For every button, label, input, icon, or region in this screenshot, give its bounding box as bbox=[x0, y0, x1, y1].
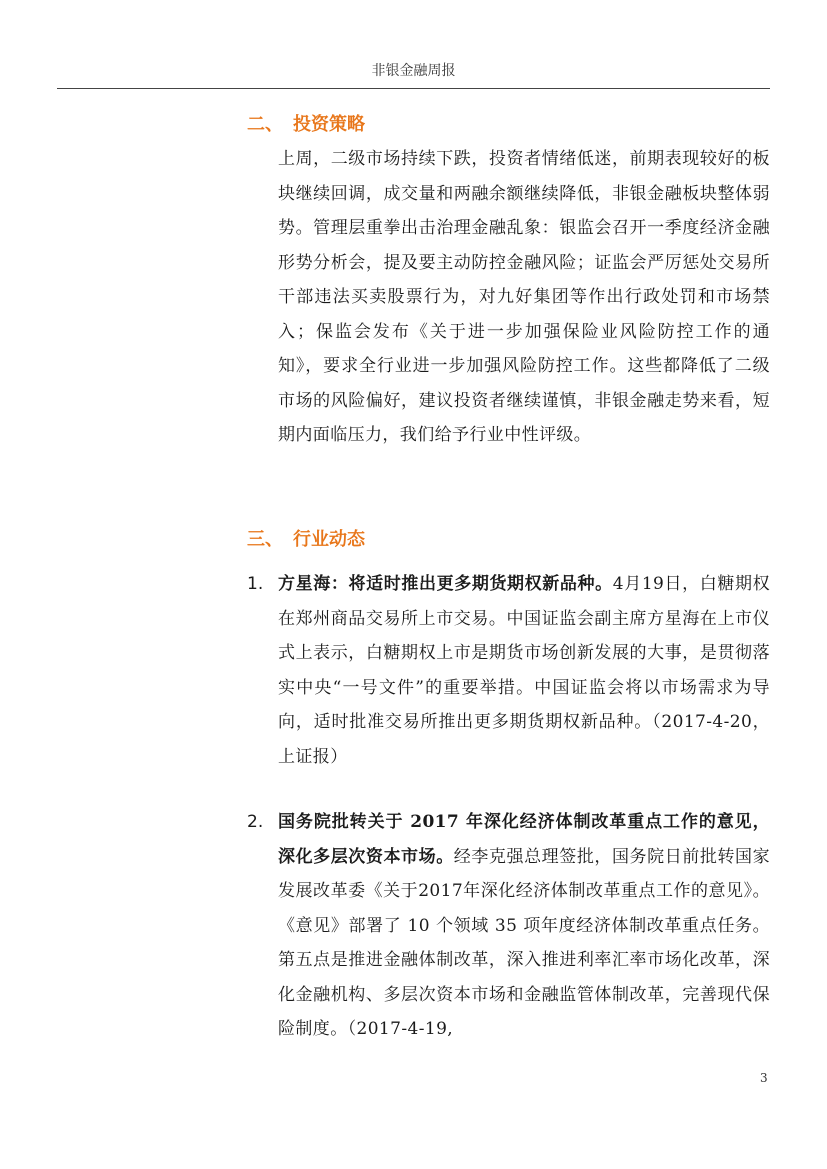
news-index: 1. bbox=[247, 574, 264, 594]
section-heading-strategy bbox=[247, 110, 365, 136]
report-title: 非银金融周报 bbox=[371, 63, 456, 79]
page-number: 3 bbox=[760, 1071, 768, 1085]
section-number: 三、 bbox=[247, 529, 283, 550]
news-body bbox=[278, 567, 770, 774]
header-divider bbox=[57, 88, 770, 89]
news-headline: 方星海：将适时推出更多期货期权新品种。 bbox=[278, 574, 613, 594]
news-index: 2. bbox=[247, 812, 264, 832]
news-text: 4月19日，白糖期权在郑州商品交易所上市交易。中国证监会副主席方星海在上市仪式上表示，白糖期权上市是期货市场创新发展的大事，是贯彻落实中央“一号文件”的重要举措。中国证监会将以市场需求为导向，适时批准交易所推出更多期货期权新品种。（2017-4-20，上证报） bbox=[278, 574, 770, 767]
section-title: 投资策略 bbox=[293, 114, 365, 135]
section-title: 行业动态 bbox=[293, 529, 365, 550]
news-text: 经李克强总理签批，国务院日前批转国家发展改革委《关于2017年深化经济体制改革重点工作的意见》。《意见》部署了 10 个领域 35 项年度经济体制改革重点任务。第五点是推进金融体制改革，深入推进利率汇率市场化改革，深化金融机构、多层次资本市场和金融监管体制改革，完善现代保险制度。（2017-4-19, bbox=[278, 846, 771, 1039]
strategy-paragraph: 上周，二级市场持续下跌，投资者情绪低迷，前期表现较好的板块继续回调，成交量和两融余额继续降低，非银金融板块整体弱势。管理层重拳出击治理金融乱象：银监会召开一季度经济金融形势分析会，提及要主动防控金融风险；证监会严厉惩处交易所干部违法买卖股票行为，对九好集团等作出行政处罚和市场禁入；保监会发布《关于进一步加强保险业风险防控工作的通知》，要求全行业进一步加强风险防控工作。这些都降低了二级市场的风险偏好，建议投资者继续谨慎，非银金融走势来看，短期内面临压力，我们给予行业中性评级。 bbox=[278, 149, 770, 445]
news-body bbox=[278, 805, 770, 1047]
section-number: 二、 bbox=[247, 114, 283, 135]
news-headline: 国务院批转关于 2017 年深化经济体制改革重点工作的意见，深化多层次资本市场。 bbox=[278, 812, 770, 867]
section-heading-industry bbox=[247, 525, 365, 551]
